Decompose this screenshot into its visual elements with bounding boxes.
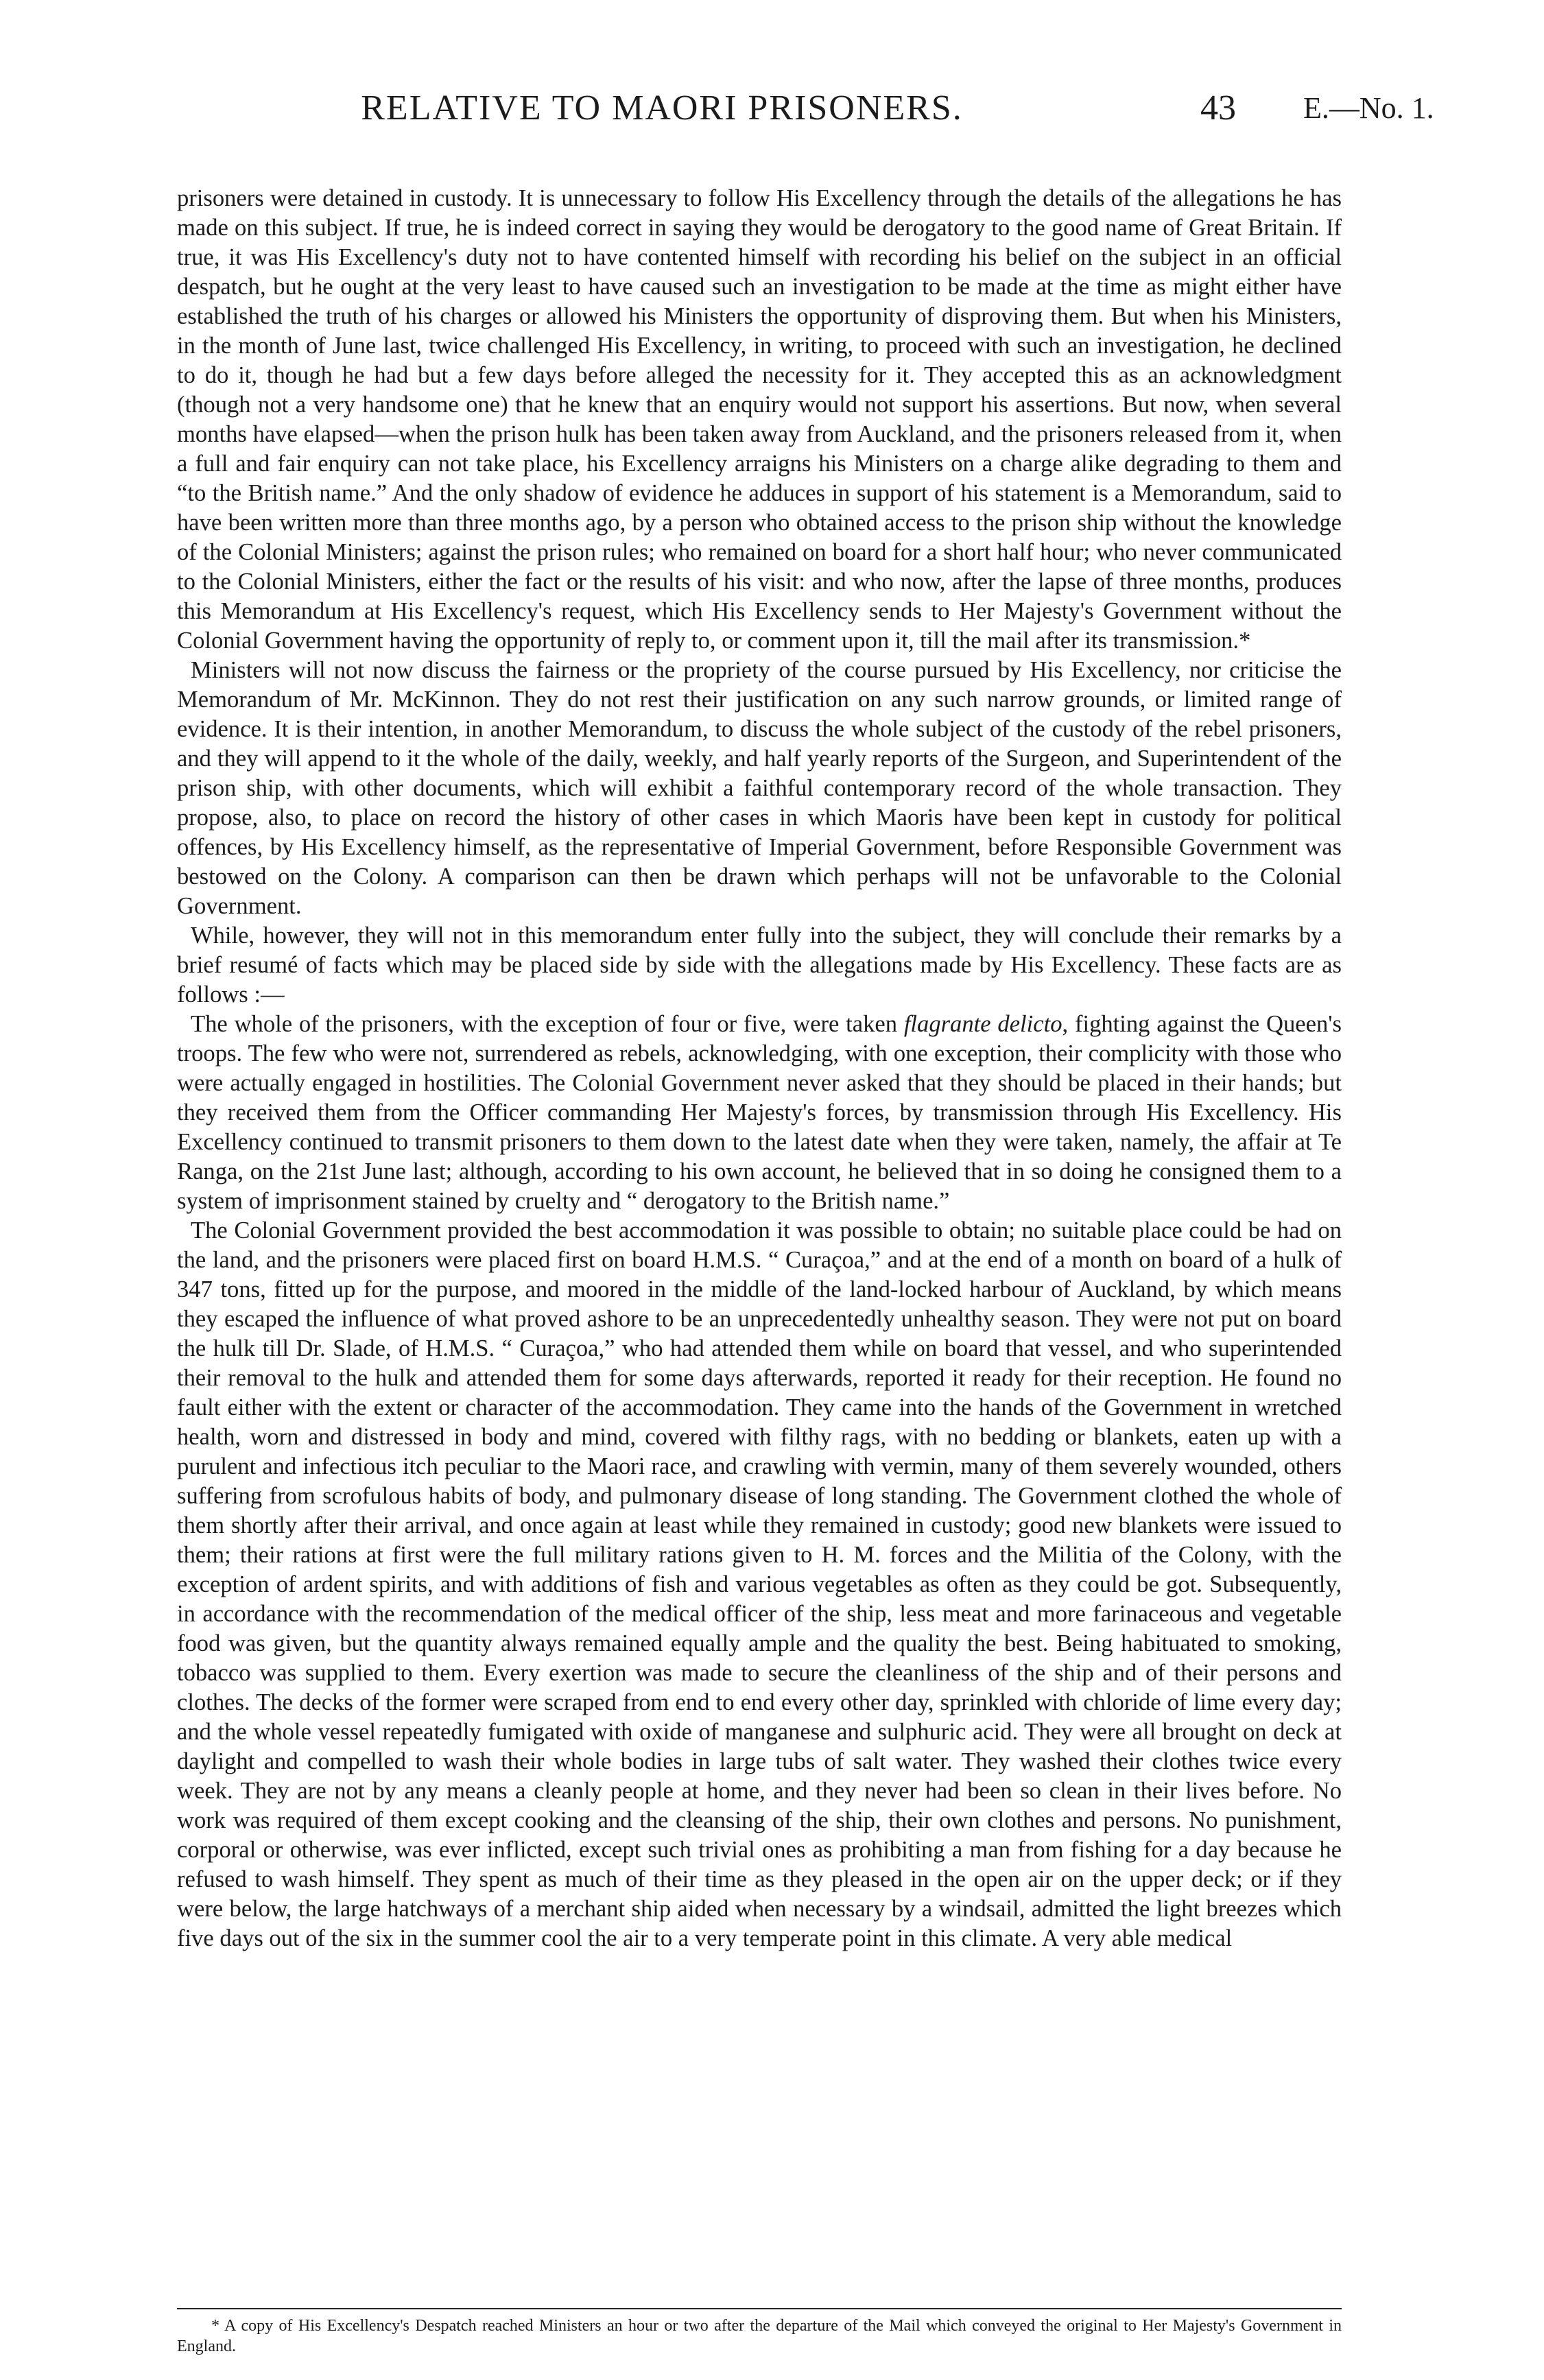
paragraph-text-segment: , fighting against the Queen's troops. The few who were not, surrendered as rebels, acknowledging, with one exception, their complicity with those who were actually engaged in hostilities. The Colonial Government never asked that they should be placed in their hands; but they received them from the Officer commanding Her Majesty's forces, by transmission through His Excellency. His Excellency continued to transmit prisoners to them down to the latest date when they were taken, namely, the affair at Te Ranga, on the 21st June last; although, according to his own account, he believed that in so doing he consigned them to a system of imprisonment stained by cruelty and “ derogatory to the British name.” [177,1011,1342,1214]
paragraph-accommodation: The Colonial Government provided the best accommodation it was possible to obtain; no suitable place could be had on the land, and the prisoners were placed first on board H.M.S. “ Curaçoa,” and at the end of a month on board of a hulk of 347 tons, fitted up for the purpose, and moored in the middle of the land-locked harbour of Auckland, by which means they escaped the influence of what proved ashore to be an unprecedentedly unhealthy season. They were not put on board the hulk till Dr. Slade, of H.M.S. “ Curaçoa,” who had attended them while on board that vessel, and who superintended their removal to the hulk and attended them for some days afterwards, reported it ready for their reception. He found no fault either with the extent or character of the accommodation. They came into the hands of the Government in wretched health, worn and distressed in body and mind, covered with filthy rags, with no bedding or blankets, eaten up with a purulent and infectious itch peculiar to the Maori race, and crawling with vermin, many of them severely wounded, others suffering from scrofulous habits of body, and pulmonary disease of long standing. The Government clothed the whole of them shortly after their arrival, and once again at least while they remained in custody; good new blankets were issued to them; their rations at first were the full military rations given to H. M. forces and the Militia of the Colony, with the exception of ardent spirits, and with additions of fish and various vegetables as often as they could be got. Subsequently, in accordance with the recommendation of the medical officer of the ship, less meat and more farinaceous and vegetable food was given, but the quantity always remained equally ample and the quality the best. Being habituated to smoking, tobacco was supplied to them. Every exertion was made to secure the cleanliness of the ship and of their persons and clothes. The decks of the former were scraped from end to end every other day, sprinkled with chloride of lime every day; and the whole vessel repeatedly fumigated with oxide of manganese and sulphuric acid. They were all brought on deck at daylight and compelled to wash their whole bodies in large tubs of salt water. They washed their clothes twice every week. They are not by any means a cleanly people at home, and they never had been so clean in their lives before. No work was required of them except cooking and the cleansing of the ship, their own clothes and persons. No punishment, corporal or otherwise, was ever inflicted, except such trivial ones as prohibiting a man from fishing for a day because he refused to wash himself. They spent as much of their time as they pleased in the open air on the upper deck; or if they were below, the large hatchways of a merchant ship aided when necessary by a windsail, admitted the light breezes which five days out of the six in the summer cool the air to a very temperate point in this climate. A very able medical [177,1217,1342,1951]
document-reference: E.—No. 1. [1303,91,1434,125]
paragraph-resume-intro: While, however, they will not in this memorandum enter fully into the subject, they will conclude their remarks by a brief resumé of facts which may be placed side by side with the allegations made by His Excellency. These facts are as follows :— [177,923,1342,1008]
paragraph-text-segment: The whole of the prisoners, with the exception of four or five, were taken [191,1011,904,1037]
paragraph-continuation: prisoners were detained in custody. It is unnecessary to follow His Excellency through the details of the allegations he has made on this subject. If true, he is indeed correct in saying they would be derogatory to the good name of Great Britain. If true, it was His Excellency's duty not to have contented himself with recording his belief on the subject in an official despatch, but he ought at the very least to have caused such an investigation to be made at the time as might either have established the truth of his charges or allowed his Ministers the opportunity of disproving them. But when his Ministers, in the month of June last, twice challenged His Excellency, in writing, to proceed with such an investigation, he declined to do it, though he had but a few days before alleged the necessity for it. They accepted this as an acknowledgment (though not a very handsome one) that he knew that an enquiry would not support his assertions. But now, when several months have elapsed—when the prison hulk has been taken away from Auckland, and the prisoners released from it, when a full and fair enquiry can not take place, his Excellency arraigns his Ministers on a charge alike degrading to them and “to the British name.” And the only shadow of evidence he adduces in support of his statement is a Memorandum, said to have been written more than three months ago, by a person who obtained access to the prison ship without the knowledge of the Colonial Ministers; against the prison rules; who remained on board for a short half hour; who never communicated to the Colonial Ministers, either the fact or the results of his visit: and who now, after the lapse of three months, produces this Memorandum at His Excellency's request, which His Excellency sends to Her Majesty's Government without the Colonial Government having the opportunity of reply to, or comment upon it, till the mail after its transmission.* [177,185,1342,654]
footnote [177,2316,1342,2357]
latin-phrase: flagrante delicto [903,1011,1062,1037]
page-header [178,88,1523,136]
page-number: 43 [1200,88,1236,128]
paragraph-prisoners-taken [177,1010,1342,1216]
paragraph-ministers-response: Ministers will not now discuss the fairness or the propriety of the course pursued by His Excellency, nor criticise the Memorandum of Mr. McKinnon. They do not rest their justification on any such narrow grounds, or limited range of evidence. It is their intention, in another Memorandum, to discuss the whole subject of the custody of the rebel prisoners, and they will append to it the whole of the daily, weekly, and half yearly reports of the Surgeon, and Superintendent of the prison ship, with other documents, which will exhibit a faithful contemporary record of the whole transaction. They propose, also, to place on record the history of other cases in which Maoris have been kept in custody for political offences, by His Excellency himself, as the representative of Imperial Government, before Responsible Government was bestowed on the Colony. A comparison can then be drawn which perhaps will not be unfavorable to the Colonial Government. [177,657,1342,919]
footnote-divider [177,2308,1342,2309]
running-title: RELATIVE TO MAORI PRISONERS. [361,88,963,128]
footnote-text: * A copy of His Excellency's Despatch reached Ministers an hour or two after the departure of the Mail which conveyed the original to Her Majesty's Government in England. [177,2317,1342,2355]
body-text [177,184,1342,2296]
